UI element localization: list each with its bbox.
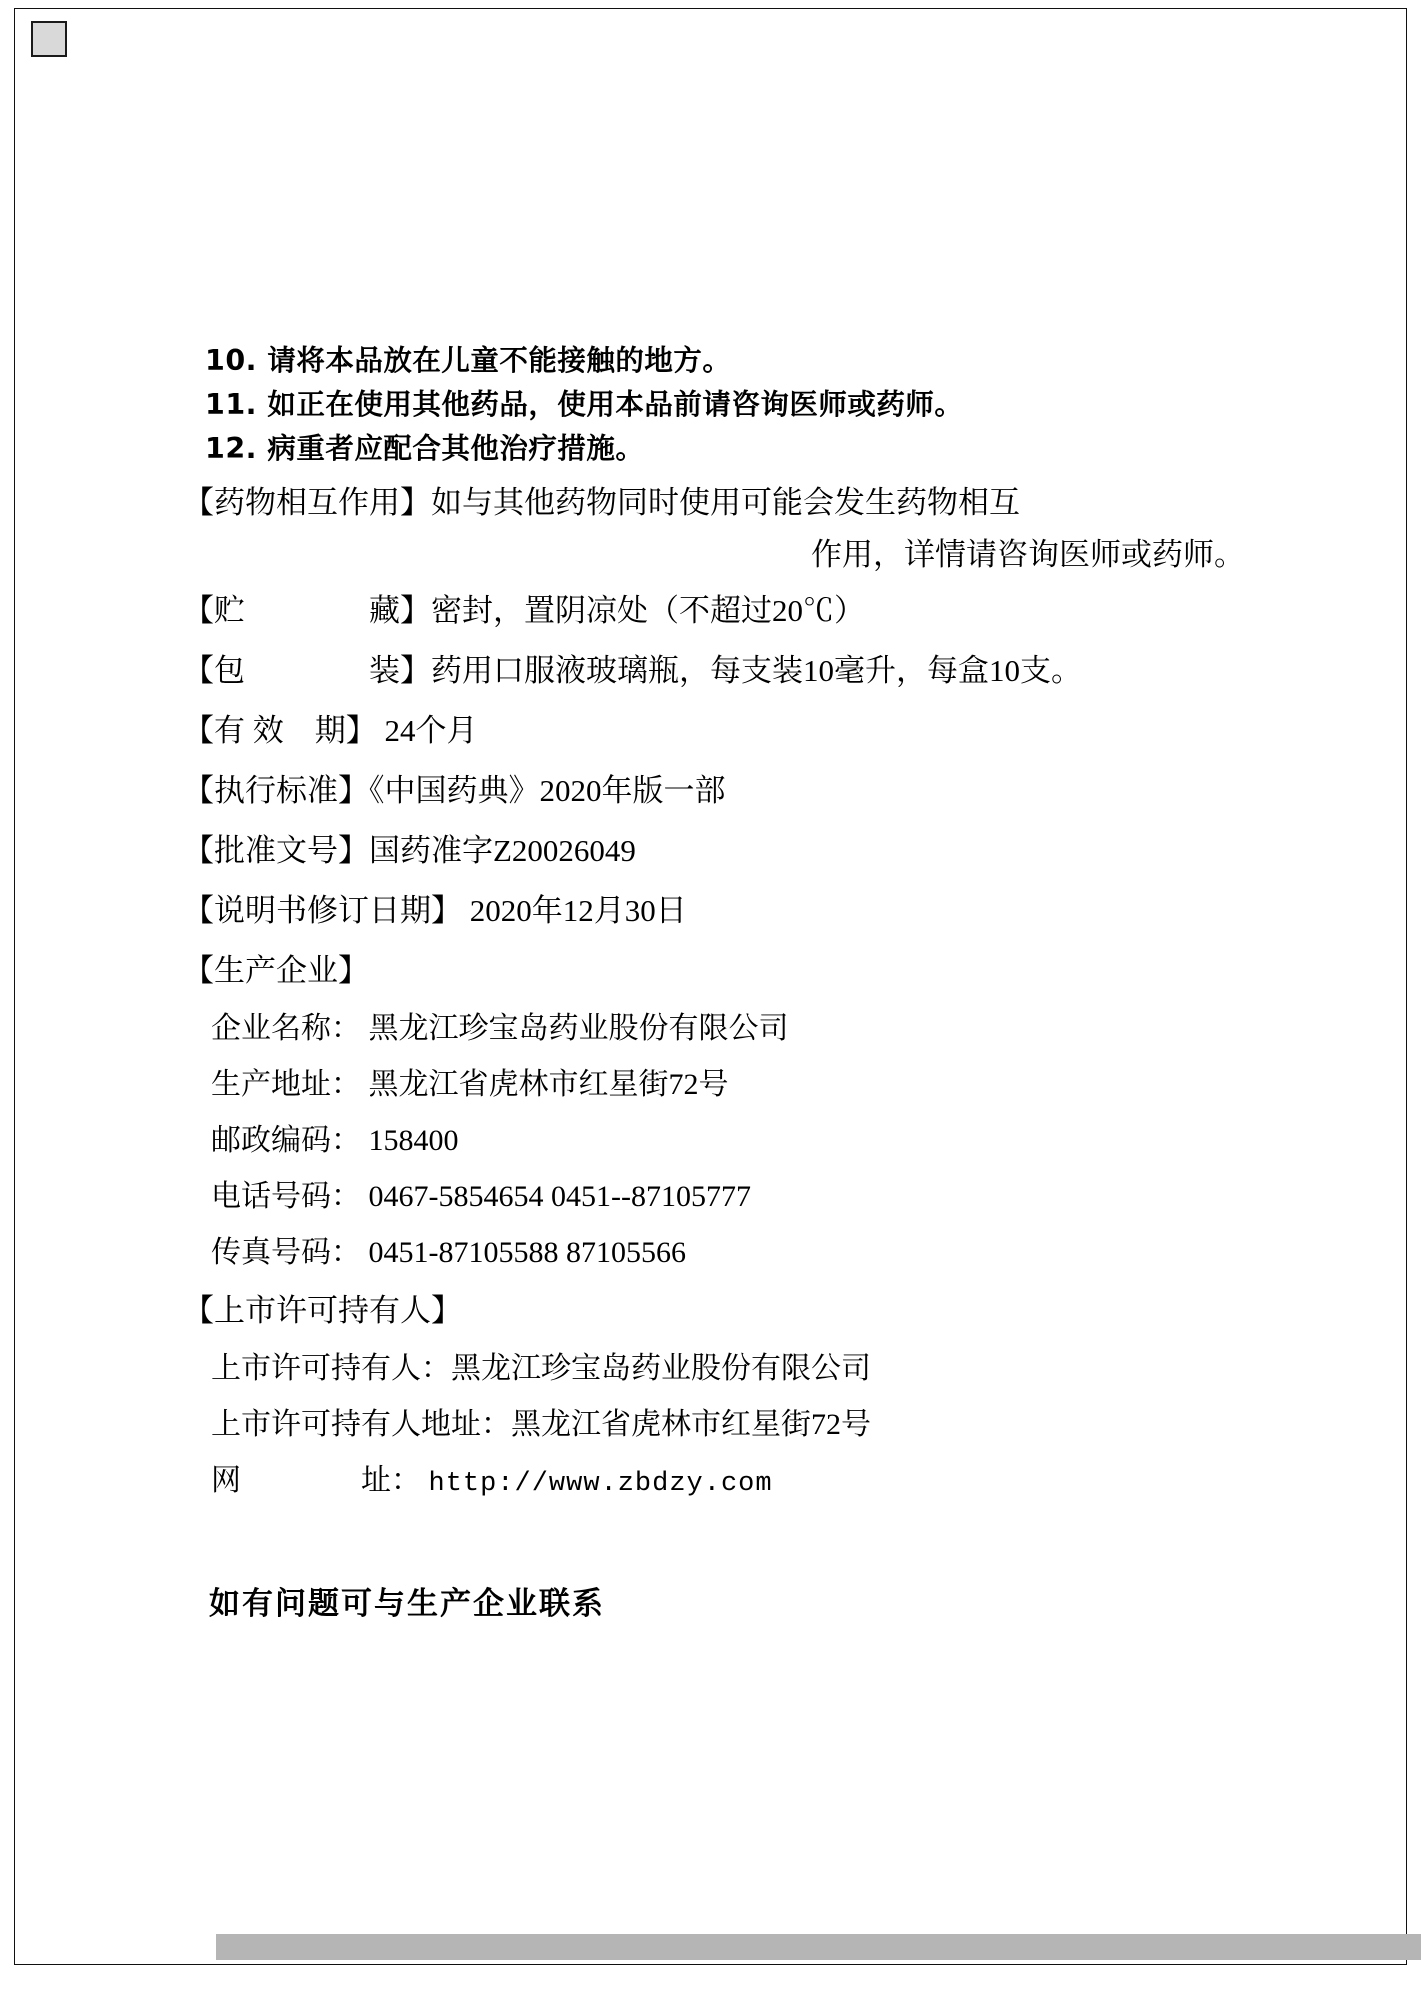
website-label: 网 址： [211,1464,421,1497]
drug-interaction-line-1: 【药物相互作用】如与其他药物同时使用可能会发生药物相互 [183,485,1020,520]
website-value: http://www.zbdzy.com [428,1469,773,1499]
license-holder-website-row [183,1453,1303,1512]
document-body [183,339,1303,1623]
manufacturer-name: 企业名称： 黑龙江珍宝岛药业股份有限公司 [211,1012,789,1045]
footer-note: 如有问题可与生产企业联系 [209,1586,605,1622]
manufacturer-address: 生产地址： 黑龙江省虎林市红星街72号 [211,1068,729,1101]
list-item: 12. 病重者应配合其他治疗措施。 [205,432,645,465]
warnings-list [183,339,1303,471]
license-holder-heading: 【上市许可持有人】 [183,1293,462,1328]
field-storage: 【贮 藏】密封，置阴凉处（不超过20℃） [183,593,865,628]
field-packaging: 【包 装】药用口服液玻璃瓶，每支装10毫升，每盒10支。 [183,653,1082,688]
manufacturer-postcode: 邮政编码： 158400 [211,1124,459,1157]
field-shelf-life: 【有 效 期】 24个月 [183,713,478,748]
corner-marker-icon [31,21,67,57]
manufacturer-heading: 【生产企业】 [183,953,369,988]
list-item: 10. 请将本品放在儿童不能接触的地方。 [205,344,732,377]
manufacturer-phone: 电话号码： 0467-5854654 0451--87105777 [211,1180,751,1213]
field-standard: 【执行标准】《中国药典》2020年版一部 [183,773,726,808]
license-holder-address: 上市许可持有人地址：黑龙江省虎林市红星街72号 [211,1408,871,1441]
document-page [14,8,1407,1965]
license-holder-name: 上市许可持有人：黑龙江珍宝岛药业股份有限公司 [211,1352,871,1385]
field-approval-number: 【批准文号】国药准字Z20026049 [183,833,636,868]
manufacturer-fax: 传真号码： 0451-87105588 87105566 [211,1236,686,1269]
page-bottom-left-gap [196,1934,216,1960]
field-revision-date: 【说明书修订日期】 2020年12月30日 [183,893,687,928]
list-item: 11. 如正在使用其他药品，使用本品前请咨询医师或药师。 [205,388,964,421]
page-bottom-bar [216,1934,1421,1960]
drug-interaction-line-2: 作用，详情请咨询医师或药师。 [811,537,1245,572]
